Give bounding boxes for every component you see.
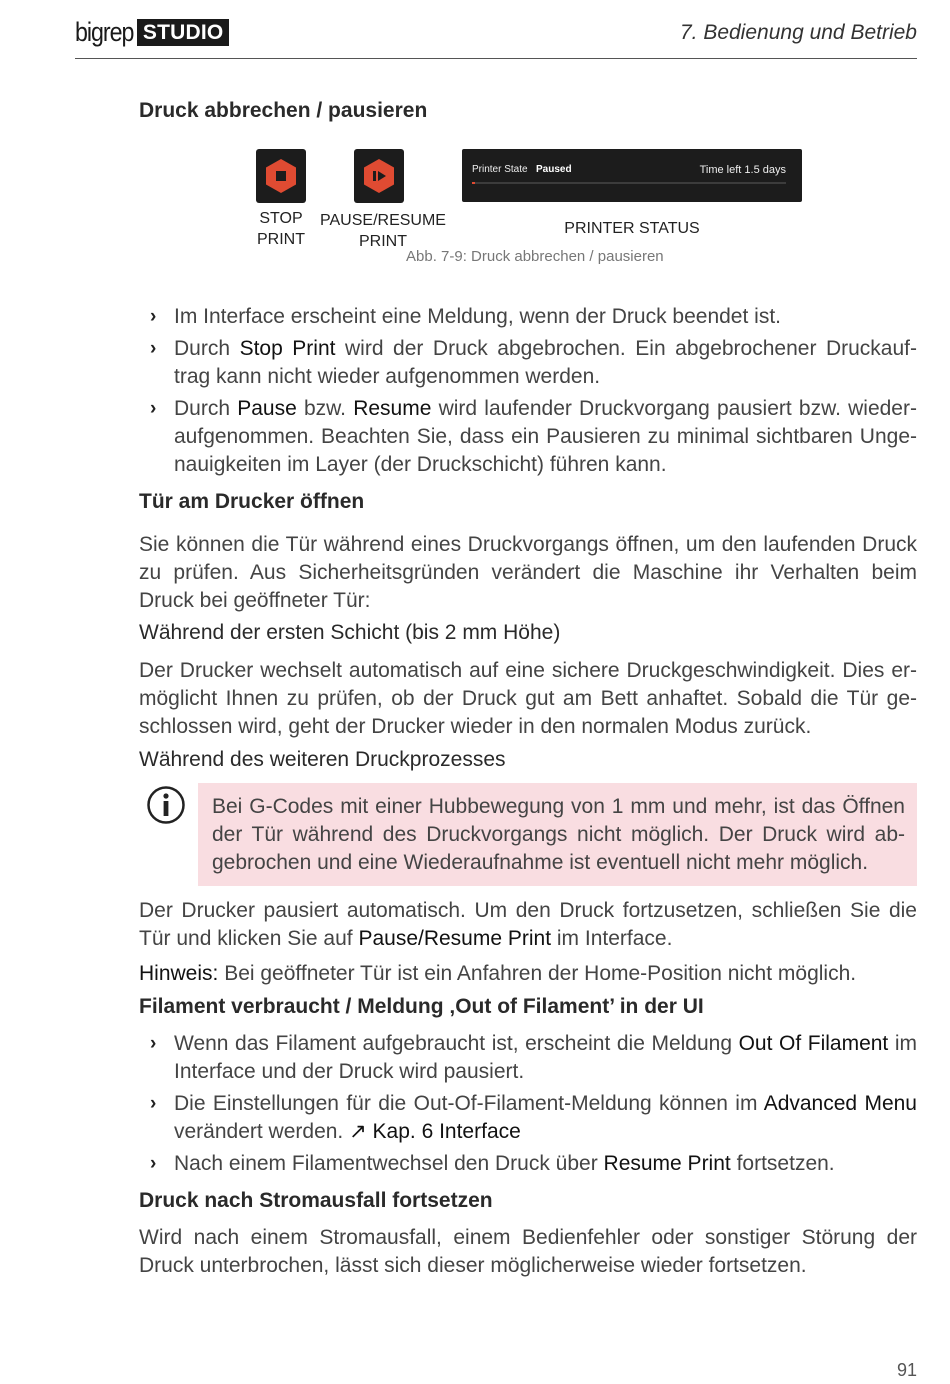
list-item: [150, 303, 917, 331]
info-icon: [146, 785, 186, 825]
emphasis-pause-resume-print: Pause/Resume Print: [358, 927, 552, 950]
stop-icon: [263, 158, 299, 194]
section-title-stromausfall: Druck nach Stromausfall fortsetzen: [139, 1189, 493, 1212]
chapter-heading: 7. Bedienung und Betrieb: [679, 21, 917, 44]
list-item: [150, 395, 917, 479]
subheading-weiterer-druck: Während des weiteren Druckprozesses: [139, 748, 506, 771]
info-note-box: [198, 783, 917, 886]
bullet-marker: ›: [150, 338, 157, 359]
header-divider: [75, 58, 917, 59]
list-item: [150, 1150, 917, 1178]
list-item-text: wird der Druck abgebrochen. Ein abgebrochener Druckauf-trag kann nicht wieder aufgenommen werden.: [174, 337, 917, 388]
emphasis-stop-print: Stop Print: [239, 337, 336, 360]
list-item-text: Nach einem Filamentwechsel den Druck über: [174, 1152, 604, 1175]
stop-label-line1: STOP: [259, 210, 303, 227]
list-item-text: Die Einstellungen für die Out-Of-Filament-Meldung können im: [174, 1092, 764, 1115]
list-item-text: fortsetzen.: [730, 1152, 835, 1175]
list-item-text: Durch: [174, 337, 240, 360]
hinweis-paragraph: [139, 960, 917, 988]
pausiert-paragraph: [139, 897, 917, 953]
stop-print-button-image: [256, 149, 306, 203]
pause-resume-icon: [361, 158, 397, 194]
printer-state-label: Printer State: [472, 164, 528, 175]
figure-caption: Abb. 7-9: Druck abbrechen / pausieren: [406, 248, 664, 265]
list-item: [150, 1090, 917, 1146]
pause-label-line2: PRINT: [359, 233, 407, 250]
chapter-reference-link[interactable]: ↗ Kap. 6 Interface: [349, 1120, 521, 1143]
bullet-marker: ›: [150, 1153, 157, 1174]
pause-resume-label: [318, 210, 448, 252]
paragraph-text: Bei geöffneter Tür ist ein Anfahren der Home-Position nicht möglich.: [218, 962, 857, 985]
list-item-text: Durch: [174, 397, 238, 420]
section-title-filament: Filament verbraucht / Meldung ‚Out of Filament’ in der UI: [139, 995, 704, 1018]
paragraph-text: im Interface.: [551, 927, 673, 950]
subheading-erste-schicht: Während der ersten Schicht (bis 2 mm Höhe): [139, 621, 561, 644]
list-item-text: wird laufender Druckvorgang pausiert bzw. wieder-aufgenommen. Beachten Sie, dass ein Pausieren zu minimal sichtbaren Unge-nauigkeiten im Layer (der Druckschicht) führen kann.: [174, 397, 917, 476]
pause-label-line1: PAUSE/RESUME: [320, 212, 446, 229]
stromausfall-paragraph: Wird nach einem Stromausfall, einem Bedienfehler oder sonstiger Störung der Druck unterbrochen, lässt sich dieser möglicherweise wieder fortsetzen.: [139, 1226, 917, 1277]
brand-logo: [75, 16, 229, 48]
list-item-text: verändert werden.: [174, 1120, 350, 1143]
info-note-text: Bei G-Codes mit einer Hubbewegung von 1 mm und mehr, ist das Öffnen der Tür während des Druckvorgangs nicht möglich. Der Druck wird ab-gebrochen und eine Wiederaufnahme ist eventuell nicht mehr möglich.: [212, 795, 905, 874]
bullet-marker: ›: [150, 306, 157, 327]
section-title-abbrechen: Druck abbrechen / pausieren: [139, 99, 428, 122]
emphasis-out-of-filament: Out Of Filament: [738, 1032, 889, 1055]
list-item-text: im Interface und der Druck wird pausiert.: [174, 1032, 917, 1083]
stop-label-line2: PRINT: [257, 231, 305, 248]
paragraph-text: Der Drucker pausiert automatisch. Um den Druck fortzusetzen, schließen Sie die Tür und klicken Sie auf: [139, 899, 917, 950]
section-title-tuer: Tür am Drucker öffnen: [139, 490, 365, 513]
logo-studio-badge: STUDIO: [137, 19, 230, 46]
filament-bullet-list: [150, 1030, 917, 1182]
bullet-marker: ›: [150, 398, 157, 419]
list-item-text: Wenn das Filament aufgebraucht ist, erscheint die Meldung: [174, 1032, 739, 1055]
emphasis-resume: Resume: [353, 397, 432, 420]
list-item: [150, 1030, 917, 1086]
bullet-marker: ›: [150, 1033, 157, 1054]
tuer-intro-paragraph: Sie können die Tür während eines Druckvorgangs öffnen, um den laufenden Druck zu prüfen. Aus Sicherheitsgründen verändert die Maschine ihr Verhalten beim Druck bei geöffneter Tür:: [139, 533, 917, 612]
abbrechen-bullet-list: [150, 303, 917, 483]
printer-state-value: Paused: [536, 164, 572, 175]
list-item: [150, 335, 917, 391]
time-left: Time left 1.5 days: [699, 164, 786, 176]
hinweis-label: Hinweis:: [139, 962, 219, 985]
progress-fill: [472, 182, 475, 184]
pause-resume-button-image: [354, 149, 404, 203]
logo-wordmark: bigrep: [75, 16, 134, 47]
page-number: 91: [896, 1360, 917, 1380]
list-item-text: Im Interface erscheint eine Meldung, wenn der Druck beendet ist.: [174, 305, 781, 328]
bullet-marker: ›: [150, 1093, 157, 1114]
printer-status-bar-image: [462, 149, 802, 202]
list-item-text: bzw.: [296, 397, 354, 420]
printer-status-label: PRINTER STATUS: [564, 220, 700, 237]
erste-schicht-paragraph: Der Drucker wechselt automatisch auf eine sichere Druckgeschwindigkeit. Dies er-möglicht Ihnen zu prüfen, ob der Druck gut am Bett anhaftet. Sobald die Tür ge-schlossen wird, geht der Drucker wieder in den normalen Modus zurück.: [139, 659, 917, 738]
progress-track: [472, 182, 786, 184]
stop-print-label: [236, 208, 326, 250]
emphasis-resume-print: Resume Print: [603, 1152, 731, 1175]
emphasis-advanced-menu: Advanced Menu: [763, 1092, 917, 1115]
emphasis-pause: Pause: [237, 397, 297, 420]
